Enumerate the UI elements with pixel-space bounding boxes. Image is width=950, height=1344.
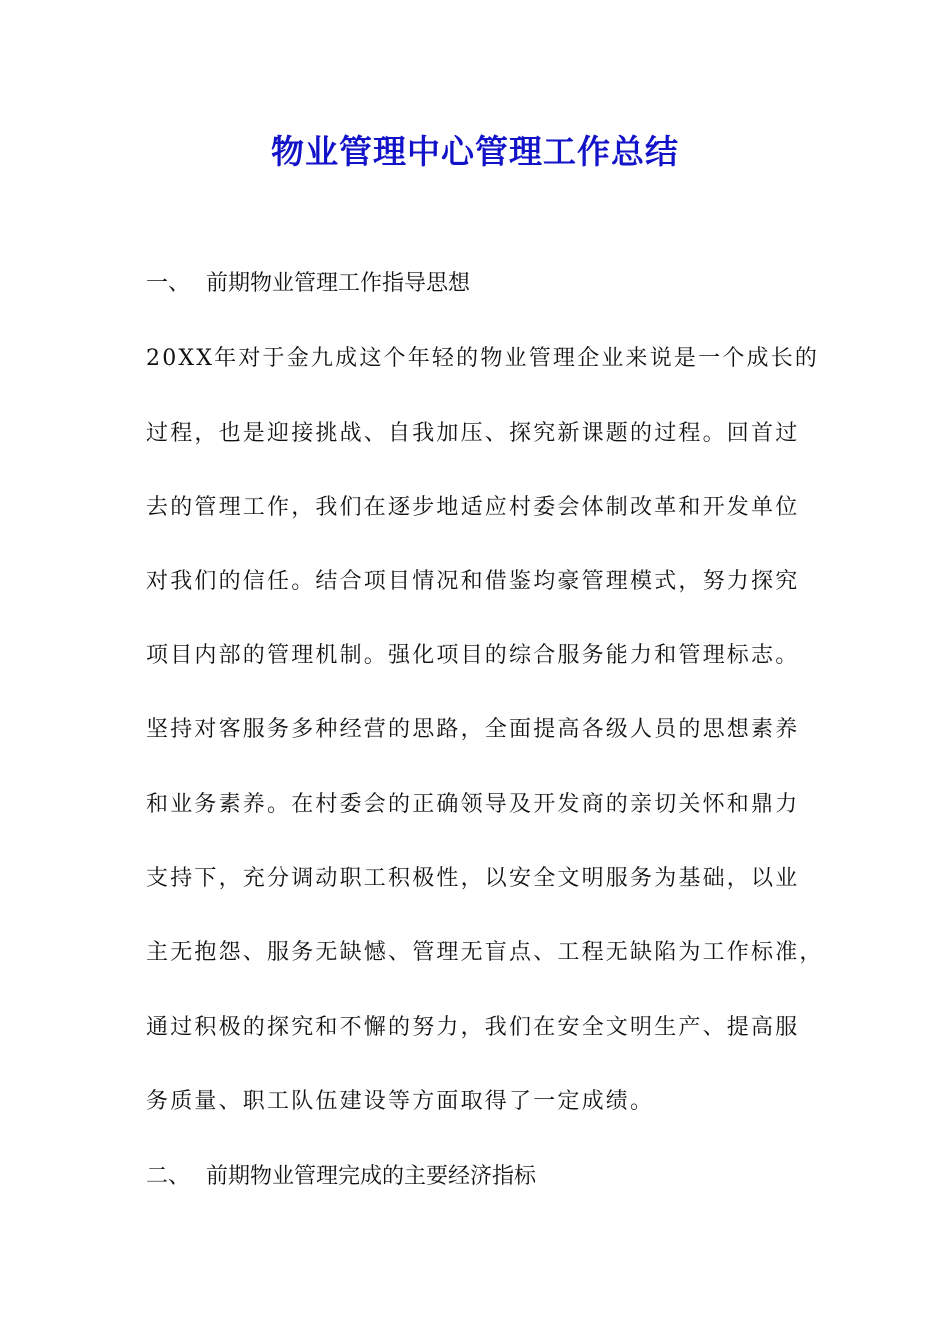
section-title-2: 前期物业管理完成的主要经济指标 (206, 1164, 537, 1189)
paragraph-line: 支持下，充分调动职工积极性，以安全文明服务为基础，以业 (146, 866, 800, 891)
paragraph-line: 通过积极的探究和不懈的努力，我们在安全文明生产、提高服 (146, 1015, 800, 1040)
section-number-2: 二、 (146, 1164, 191, 1189)
paragraph-line: 去的管理工作，我们在逐步地适应村委会体制改革和开发单位 (146, 495, 800, 520)
document-title: 物业管理中心管理工作总结 (271, 132, 679, 171)
paragraph-line: 务质量、职工队伍建设等方面取得了一定成绩。 (146, 1089, 655, 1114)
section-heading-2 (146, 1162, 536, 1192)
section-title-1: 前期物业管理工作指导思想 (206, 271, 471, 296)
paragraph-line: 过程，也是迎接挑战、自我加压、探究新课题的过程。回首过 (146, 421, 800, 446)
paragraph-line: 坚持对客服务多种经营的思路，全面提高各级人员的思想素养 (146, 717, 800, 742)
paragraph-line: 和业务素养。在村委会的正确领导及开发商的亲切关怀和鼎力 (146, 792, 800, 817)
paragraph-line: 对我们的信任。结合项目情况和借鉴均豪管理模式，努力探究 (146, 569, 800, 594)
section-number-1: 一、 (146, 271, 191, 296)
paragraph-line: 主无抱怨、服务无缺憾、管理无盲点、工程无缺陷为工作标准， (146, 940, 824, 965)
paragraph-line: 20XX年对于金九成这个年轻的物业管理企业来说是一个成长的 (146, 346, 820, 371)
section-heading-1 (146, 269, 470, 299)
paragraph-line: 项目内部的管理机制。强化项目的综合服务能力和管理标志。 (146, 643, 800, 668)
